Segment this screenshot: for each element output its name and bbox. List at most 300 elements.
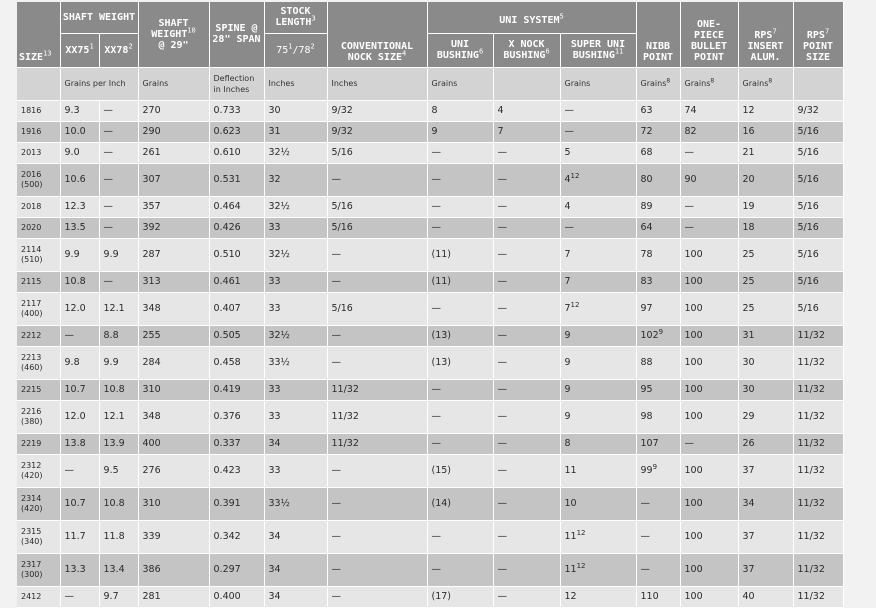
x-nock-bushing-cell: — [493, 454, 560, 487]
xx75-cell: 13.8 [60, 433, 99, 454]
units-stock-inches: Inches [264, 67, 327, 100]
nock-size-cell: 5/16 [327, 217, 427, 238]
x-nock-bushing-cell: — [493, 238, 560, 271]
size-cell: 2018 [17, 196, 60, 217]
super-uni-bushing-cell: $11^{12}$ [560, 520, 636, 553]
units-super-grains: Grains [560, 67, 636, 100]
stock-length-cell: 32½ [264, 196, 327, 217]
uni-bushing-cell: — [427, 553, 493, 586]
units-one-piece-grains: Grains$^8$ [680, 67, 738, 100]
shaft-weight-cell: 290 [138, 121, 209, 142]
xx78-cell: 9.7 [99, 586, 138, 607]
x-nock-bushing-cell: — [493, 163, 560, 196]
one-piece-bullet-cell: 100 [680, 271, 738, 292]
spine-cell: 0.391 [209, 487, 264, 520]
rps-point-size-cell: 11/32 [793, 487, 843, 520]
rps-insert-cell: 25 [738, 271, 793, 292]
xx75-cell: 10.6 [60, 163, 99, 196]
rps-point-size-cell: 11/32 [793, 325, 843, 346]
rps-point-size-cell: 5/16 [793, 142, 843, 163]
rps-point-size-cell: 5/16 [793, 196, 843, 217]
nock-size-cell: — [327, 271, 427, 292]
x-nock-bushing-cell: — [493, 217, 560, 238]
spine-cell: 0.623 [209, 121, 264, 142]
size-cell: 2212 [17, 325, 60, 346]
xx75-cell: 10.7 [60, 487, 99, 520]
x-nock-bushing-cell: — [493, 553, 560, 586]
nibb-point-cell: 97 [636, 292, 680, 325]
xx78-cell: 12.1 [99, 292, 138, 325]
table-row [17, 142, 843, 163]
x-nock-bushing-cell: — [493, 433, 560, 454]
spine-cell: 0.400 [209, 586, 264, 607]
nock-size-cell: — [327, 487, 427, 520]
size-cell: 2016 (500) [17, 163, 60, 196]
shaft-weight-cell: 276 [138, 454, 209, 487]
rps-insert-cell: 25 [738, 292, 793, 325]
rps-insert-cell: 21 [738, 142, 793, 163]
one-piece-bullet-cell: 100 [680, 292, 738, 325]
table-row [17, 196, 843, 217]
super-uni-bushing-cell: — [560, 121, 636, 142]
xx75-cell: 13.5 [60, 217, 99, 238]
col-shaft-weight-group-header: SHAFT WEIGHT [60, 2, 138, 33]
nock-size-cell: — [327, 325, 427, 346]
table-row [17, 271, 843, 292]
units-nock-inches: Inches [327, 67, 427, 100]
x-nock-bushing-cell: — [493, 346, 560, 379]
uni-bushing-cell: (11) [427, 271, 493, 292]
shaft-weight-cell: 310 [138, 487, 209, 520]
size-cell: 1916 [17, 121, 60, 142]
one-piece-bullet-cell: 100 [680, 454, 738, 487]
spine-cell: 0.423 [209, 454, 264, 487]
size-cell: 2013 [17, 142, 60, 163]
super-uni-bushing-cell: $7^{12}$ [560, 292, 636, 325]
nock-size-cell: 5/16 [327, 292, 427, 325]
uni-bushing-cell: — [427, 217, 493, 238]
xx75-cell: 11.7 [60, 520, 99, 553]
rps-insert-cell: 40 [738, 586, 793, 607]
col-super-uni-bushing-header: SUPER UNI BUSHING$^{11}$ [560, 33, 636, 67]
stock-length-cell: 34 [264, 433, 327, 454]
size-cell: 2312 (420) [17, 454, 60, 487]
rps-point-size-cell: 5/16 [793, 163, 843, 196]
nibb-point-cell: — [636, 487, 680, 520]
table-row [17, 121, 843, 142]
rps-point-size-cell: 5/16 [793, 238, 843, 271]
uni-bushing-cell: (13) [427, 346, 493, 379]
units-rps-grains: Grains$^8$ [738, 67, 793, 100]
shaft-weight-cell: 255 [138, 325, 209, 346]
size-cell: 2114 (510) [17, 238, 60, 271]
one-piece-bullet-cell: — [680, 142, 738, 163]
xx75-cell: 9.9 [60, 238, 99, 271]
stock-length-cell: 32 [264, 163, 327, 196]
size-cell: 2213 (460) [17, 346, 60, 379]
col-one-piece-bullet-header: ONE-PIECE BULLET POINT [680, 2, 738, 67]
one-piece-bullet-cell: 100 [680, 400, 738, 433]
spine-cell: 0.610 [209, 142, 264, 163]
nock-size-cell: 5/16 [327, 142, 427, 163]
rps-point-size-cell: 11/32 [793, 586, 843, 607]
size-cell: 2216 (380) [17, 400, 60, 433]
x-nock-bushing-cell: — [493, 487, 560, 520]
one-piece-bullet-cell: 100 [680, 238, 738, 271]
x-nock-bushing-cell: — [493, 142, 560, 163]
stock-length-cell: 33 [264, 271, 327, 292]
shaft-weight-cell: 270 [138, 100, 209, 121]
spine-cell: 0.733 [209, 100, 264, 121]
nibb-point-cell: 89 [636, 196, 680, 217]
units-deflection: Deflection in Inches [209, 67, 264, 100]
rps-insert-cell: 37 [738, 553, 793, 586]
super-uni-bushing-cell: 10 [560, 487, 636, 520]
spine-cell: 0.342 [209, 520, 264, 553]
col-shaft-weight-29-header: SHAFT WEIGHT$^{10}$ @ 29" [138, 2, 209, 67]
stock-length-cell: 32½ [264, 142, 327, 163]
one-piece-bullet-cell: 100 [680, 586, 738, 607]
xx78-cell: — [99, 217, 138, 238]
arrow-shaft-spec-table [17, 2, 844, 608]
spine-cell: 0.505 [209, 325, 264, 346]
nibb-point-cell: $102^9$ [636, 325, 680, 346]
units-shaft-grains: Grains [138, 67, 209, 100]
xx78-cell: — [99, 121, 138, 142]
super-uni-bushing-cell: — [560, 217, 636, 238]
nock-size-cell: — [327, 346, 427, 379]
rps-insert-cell: 26 [738, 433, 793, 454]
shaft-weight-cell: 310 [138, 379, 209, 400]
xx75-cell: 9.8 [60, 346, 99, 379]
units-rps-point-cell [793, 67, 843, 100]
size-cell: 2314 (420) [17, 487, 60, 520]
x-nock-bushing-cell: — [493, 379, 560, 400]
xx78-cell: 8.8 [99, 325, 138, 346]
table-row [17, 217, 843, 238]
nock-size-cell: 9/32 [327, 100, 427, 121]
x-nock-bushing-cell: — [493, 325, 560, 346]
col-stock-length-header: STOCK LENGTH$^3$ [264, 2, 327, 33]
uni-bushing-cell: — [427, 379, 493, 400]
spine-cell: 0.426 [209, 217, 264, 238]
nibb-point-cell: 107 [636, 433, 680, 454]
col-uni-system-group-header: UNI SYSTEM$^5$ [427, 2, 636, 33]
rps-point-size-cell: 11/32 [793, 454, 843, 487]
table-row [17, 433, 843, 454]
super-uni-bushing-cell: 12 [560, 586, 636, 607]
nibb-point-cell: 78 [636, 238, 680, 271]
x-nock-bushing-cell: — [493, 196, 560, 217]
one-piece-bullet-cell: 100 [680, 487, 738, 520]
rps-point-size-cell: 11/32 [793, 520, 843, 553]
one-piece-bullet-cell: 100 [680, 346, 738, 379]
uni-bushing-cell: — [427, 163, 493, 196]
rps-insert-cell: 20 [738, 163, 793, 196]
size-cell: 2219 [17, 433, 60, 454]
table-row [17, 400, 843, 433]
nibb-point-cell: 95 [636, 379, 680, 400]
rps-insert-cell: 37 [738, 520, 793, 553]
nock-size-cell: — [327, 586, 427, 607]
spine-cell: 0.458 [209, 346, 264, 379]
table-row [17, 346, 843, 379]
shaft-weight-cell: 348 [138, 400, 209, 433]
rps-point-size-cell: 11/32 [793, 433, 843, 454]
super-uni-bushing-cell: 9 [560, 346, 636, 379]
stock-length-cell: 33½ [264, 487, 327, 520]
uni-bushing-cell: (14) [427, 487, 493, 520]
x-nock-bushing-cell: — [493, 400, 560, 433]
nibb-point-cell: 88 [636, 346, 680, 379]
stock-length-cell: 33 [264, 217, 327, 238]
xx78-cell: — [99, 100, 138, 121]
x-nock-bushing-cell: — [493, 292, 560, 325]
one-piece-bullet-cell: 74 [680, 100, 738, 121]
spine-cell: 0.510 [209, 238, 264, 271]
table-row [17, 487, 843, 520]
units-size-cell [17, 67, 60, 100]
super-uni-bushing-cell: 7 [560, 271, 636, 292]
spine-cell: 0.461 [209, 271, 264, 292]
stock-length-cell: 34 [264, 586, 327, 607]
table-row [17, 379, 843, 400]
uni-bushing-cell: (17) [427, 586, 493, 607]
nock-size-cell: — [327, 553, 427, 586]
stock-length-cell: 32½ [264, 325, 327, 346]
shaft-weight-cell: 392 [138, 217, 209, 238]
rps-point-size-cell: 5/16 [793, 121, 843, 142]
xx75-cell: 12.0 [60, 292, 99, 325]
arrow-shaft-spec-table-container [17, 2, 843, 608]
one-piece-bullet-cell: 90 [680, 163, 738, 196]
nock-size-cell: — [327, 520, 427, 553]
xx75-cell: 12.0 [60, 400, 99, 433]
xx78-cell: — [99, 163, 138, 196]
table-row [17, 553, 843, 586]
x-nock-bushing-cell: — [493, 586, 560, 607]
rps-point-size-cell: 5/16 [793, 292, 843, 325]
nibb-point-cell: 83 [636, 271, 680, 292]
one-piece-bullet-cell: — [680, 433, 738, 454]
uni-bushing-cell: (11) [427, 238, 493, 271]
x-nock-bushing-cell: — [493, 520, 560, 553]
col-x-nock-bushing-header: X NOCK BUSHING$^6$ [493, 33, 560, 67]
x-nock-bushing-cell: — [493, 271, 560, 292]
uni-bushing-cell: — [427, 142, 493, 163]
nibb-point-cell: — [636, 520, 680, 553]
nock-size-cell: — [327, 454, 427, 487]
rps-insert-cell: 37 [738, 454, 793, 487]
rps-insert-cell: 31 [738, 325, 793, 346]
table-row [17, 454, 843, 487]
xx75-cell: — [60, 325, 99, 346]
one-piece-bullet-cell: 100 [680, 325, 738, 346]
nock-size-cell: 11/32 [327, 379, 427, 400]
units-nibb-grains: Grains$^8$ [636, 67, 680, 100]
uni-bushing-cell: — [427, 292, 493, 325]
shaft-weight-cell: 287 [138, 238, 209, 271]
rps-point-size-cell: 11/32 [793, 346, 843, 379]
super-uni-bushing-cell: 7 [560, 238, 636, 271]
xx78-cell: — [99, 196, 138, 217]
stock-length-cell: 34 [264, 553, 327, 586]
super-uni-bushing-cell: 8 [560, 433, 636, 454]
xx75-cell: 10.8 [60, 271, 99, 292]
super-uni-bushing-cell: 11 [560, 454, 636, 487]
nibb-point-cell: $99^9$ [636, 454, 680, 487]
one-piece-bullet-cell: 100 [680, 520, 738, 553]
stock-length-cell: 32½ [264, 238, 327, 271]
table-row [17, 325, 843, 346]
one-piece-bullet-cell: 100 [680, 553, 738, 586]
units-grains-per-inch: Grains per Inch [60, 67, 138, 100]
xx78-cell: 11.8 [99, 520, 138, 553]
nock-size-cell: 9/32 [327, 121, 427, 142]
xx78-cell: — [99, 142, 138, 163]
rps-point-size-cell: 11/32 [793, 400, 843, 433]
one-piece-bullet-cell: 82 [680, 121, 738, 142]
xx78-cell: 13.4 [99, 553, 138, 586]
uni-bushing-cell: — [427, 520, 493, 553]
xx78-cell: — [99, 271, 138, 292]
uni-bushing-cell: — [427, 400, 493, 433]
xx78-cell: 9.9 [99, 346, 138, 379]
col-rps-point-header: RPS$^7$ POINT SIZE [793, 2, 843, 67]
spine-cell: 0.337 [209, 433, 264, 454]
rps-point-size-cell: 11/32 [793, 379, 843, 400]
super-uni-bushing-cell: 5 [560, 142, 636, 163]
spine-cell: 0.464 [209, 196, 264, 217]
col-xx78-header: $XX78^2$ [99, 33, 138, 67]
x-nock-bushing-cell: 7 [493, 121, 560, 142]
rps-insert-cell: 19 [738, 196, 793, 217]
rps-insert-cell: 12 [738, 100, 793, 121]
stock-length-cell: 30 [264, 100, 327, 121]
col-size-header: SIZE$^{13}$ [17, 2, 60, 67]
col-spine-header: SPINE @ 28" SPAN [209, 2, 264, 67]
rps-insert-cell: 30 [738, 379, 793, 400]
xx75-cell: — [60, 586, 99, 607]
super-uni-bushing-cell: $11^{12}$ [560, 553, 636, 586]
rps-point-size-cell: 5/16 [793, 217, 843, 238]
shaft-weight-cell: 400 [138, 433, 209, 454]
size-cell: 2215 [17, 379, 60, 400]
uni-bushing-cell: (13) [427, 325, 493, 346]
super-uni-bushing-cell: 9 [560, 325, 636, 346]
nibb-point-cell: 64 [636, 217, 680, 238]
xx78-cell: 10.8 [99, 379, 138, 400]
col-conventional-nock-header: CONVENTIONAL NOCK SIZE$^4$ [327, 2, 427, 67]
nock-size-cell: — [327, 163, 427, 196]
units-row [17, 67, 843, 100]
col-nibb-point-header: NIBB POINT [636, 2, 680, 67]
nock-size-cell: 5/16 [327, 196, 427, 217]
stock-length-cell: 33 [264, 379, 327, 400]
rps-insert-cell: 34 [738, 487, 793, 520]
rps-insert-cell: 25 [738, 238, 793, 271]
size-cell: 2317 (300) [17, 553, 60, 586]
super-uni-bushing-cell: 9 [560, 379, 636, 400]
table-row [17, 586, 843, 607]
shaft-weight-cell: 386 [138, 553, 209, 586]
xx75-cell: 9.3 [60, 100, 99, 121]
rps-insert-cell: 18 [738, 217, 793, 238]
nock-size-cell: 11/32 [327, 400, 427, 433]
nibb-point-cell: 110 [636, 586, 680, 607]
super-uni-bushing-cell: 9 [560, 400, 636, 433]
spine-cell: 0.297 [209, 553, 264, 586]
units-uni-grains: Grains [427, 67, 493, 100]
shaft-weight-cell: 261 [138, 142, 209, 163]
size-cell: 2412 [17, 586, 60, 607]
header-row-top [17, 2, 843, 33]
uni-bushing-cell: (15) [427, 454, 493, 487]
xx75-cell: 9.0 [60, 142, 99, 163]
shaft-weight-cell: 357 [138, 196, 209, 217]
rps-point-size-cell: 5/16 [793, 271, 843, 292]
rps-insert-cell: 30 [738, 346, 793, 379]
xx75-cell: 13.3 [60, 553, 99, 586]
rps-insert-cell: 29 [738, 400, 793, 433]
xx78-cell: 12.1 [99, 400, 138, 433]
nock-size-cell: 11/32 [327, 433, 427, 454]
xx75-cell: 10.0 [60, 121, 99, 142]
shaft-weight-cell: 307 [138, 163, 209, 196]
stock-length-cell: 33½ [264, 346, 327, 379]
col-stock-sub-header: $75^1/78^2$ [264, 33, 327, 67]
uni-bushing-cell: — [427, 433, 493, 454]
nibb-point-cell: 80 [636, 163, 680, 196]
size-cell: 2315 (340) [17, 520, 60, 553]
col-uni-bushing-header: UNI BUSHING$^6$ [427, 33, 493, 67]
rps-point-size-cell: 9/32 [793, 100, 843, 121]
one-piece-bullet-cell: 100 [680, 379, 738, 400]
super-uni-bushing-cell: $4^{12}$ [560, 163, 636, 196]
spine-cell: 0.376 [209, 400, 264, 433]
col-rps-insert-header: RPS$^7$ INSERT ALUM. [738, 2, 793, 67]
stock-length-cell: 34 [264, 520, 327, 553]
table-row [17, 238, 843, 271]
xx78-cell: 10.8 [99, 487, 138, 520]
size-cell: 2115 [17, 271, 60, 292]
nibb-point-cell: 98 [636, 400, 680, 433]
shaft-weight-cell: 284 [138, 346, 209, 379]
stock-length-cell: 33 [264, 454, 327, 487]
size-cell: 2117 (400) [17, 292, 60, 325]
nibb-point-cell: 72 [636, 121, 680, 142]
xx75-cell: — [60, 454, 99, 487]
xx75-cell: 12.3 [60, 196, 99, 217]
x-nock-bushing-cell: 4 [493, 100, 560, 121]
table-row [17, 292, 843, 325]
spine-cell: 0.531 [209, 163, 264, 196]
xx78-cell: 13.9 [99, 433, 138, 454]
table-row [17, 163, 843, 196]
nock-size-cell: — [327, 238, 427, 271]
size-cell: 2020 [17, 217, 60, 238]
shaft-weight-cell: 313 [138, 271, 209, 292]
rps-insert-cell: 16 [738, 121, 793, 142]
spine-cell: 0.407 [209, 292, 264, 325]
uni-bushing-cell: 8 [427, 100, 493, 121]
units-xnock-cell [493, 67, 560, 100]
uni-bushing-cell: — [427, 196, 493, 217]
rps-point-size-cell: 11/32 [793, 553, 843, 586]
super-uni-bushing-cell: — [560, 100, 636, 121]
size-cell: 1816 [17, 100, 60, 121]
stock-length-cell: 33 [264, 292, 327, 325]
